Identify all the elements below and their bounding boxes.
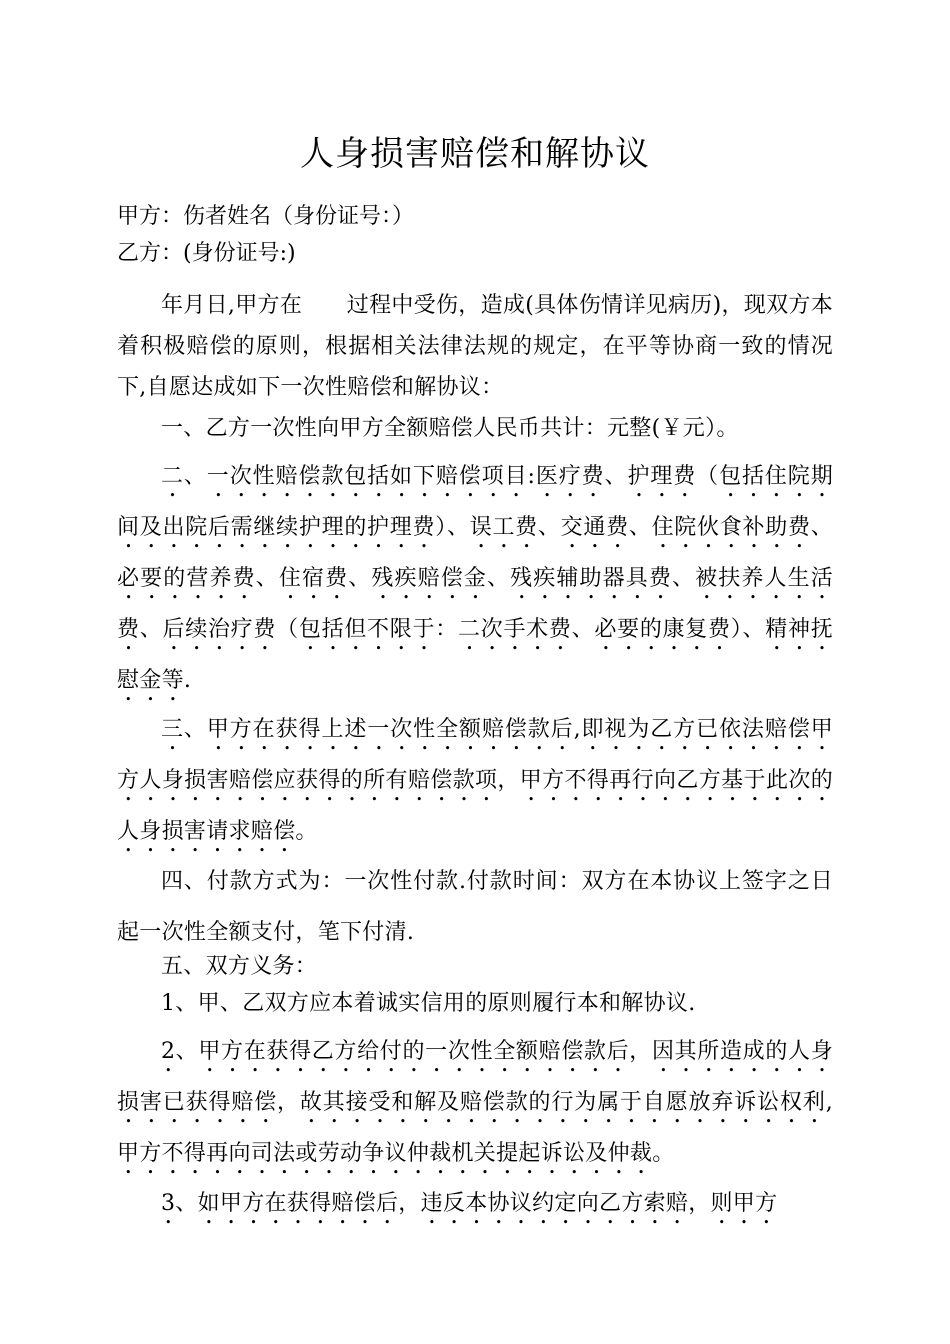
- clause-2-text: 二、一次性赔偿款包括如下赔偿项目:医疗费、护理费（包括住院期间及出院后需继续护理的护理费）、误工费、交通费、住院伙食补助费、必要的营养费、住宿费、残疾赔偿金、残疾辅助器具费、被扶养人生活费、后续治疗费（包括但不限于：二次手术费、必要的康复费）、精神抚慰金等.: [117, 464, 833, 693]
- clause-5-1-text: 1、甲、乙双方应本着诚实信用的原则履行本和解协议.: [161, 991, 696, 1016]
- party-a-line: 甲方：伤者姓名（身份证号：）: [117, 204, 415, 229]
- clause-5: [117, 946, 833, 987]
- clause-5-2: [117, 1026, 833, 1179]
- clause-1-text: 一、乙方一次性向甲方全额赔偿人民币共计：元整(￥元）。: [161, 416, 739, 441]
- party-b-line: 乙方：(身份证号:): [117, 241, 296, 266]
- clause-3: [117, 704, 833, 857]
- clause-4: [117, 856, 833, 958]
- clause-3-text: 三、甲方在获得上述一次性全额赔偿款后,即视为乙方已依法赔偿甲方人身损害赔偿应获得的所有赔偿款项，甲方不得再行向乙方基于此次的人身损害请求赔偿。: [117, 717, 833, 844]
- clause-5-2-text: 2、甲方在获得乙方给付的一次性全额赔偿款后，因其所造成的人身损害已获得赔偿，故其接受和解及赔偿款的行为属于自愿放弃诉讼权利,甲方不得再向司法或劳动争议仲裁机关提起诉讼及仲裁。: [117, 1039, 833, 1166]
- clause-1: [117, 408, 833, 449]
- clause-5-3-text: 3、如甲方在获得赔偿后，违反本协议约定向乙方索赔，则甲方: [161, 1191, 778, 1216]
- intro-text: 年月日,甲方在 过程中受伤，造成(具体伤情详见病历)，现双方本着积极赔偿的原则，根据相关法律法规的规定，在平等协商一致的情况下,自愿达成如下一次性赔偿和解协议：: [117, 293, 833, 400]
- clause-2: [117, 451, 833, 706]
- clause-5-heading: 五、双方义务：: [161, 954, 318, 979]
- document-title: 人身损害赔偿和解协议: [300, 134, 650, 174]
- clause-4-text: 四、付款方式为：一次性付款.付款时间：双方在本协议上签字之日起一次性全额支付，笔下付清.: [117, 869, 833, 945]
- clause-5-1: [117, 983, 833, 1024]
- clause-5-3: [117, 1178, 833, 1229]
- intro-paragraph: [117, 285, 833, 408]
